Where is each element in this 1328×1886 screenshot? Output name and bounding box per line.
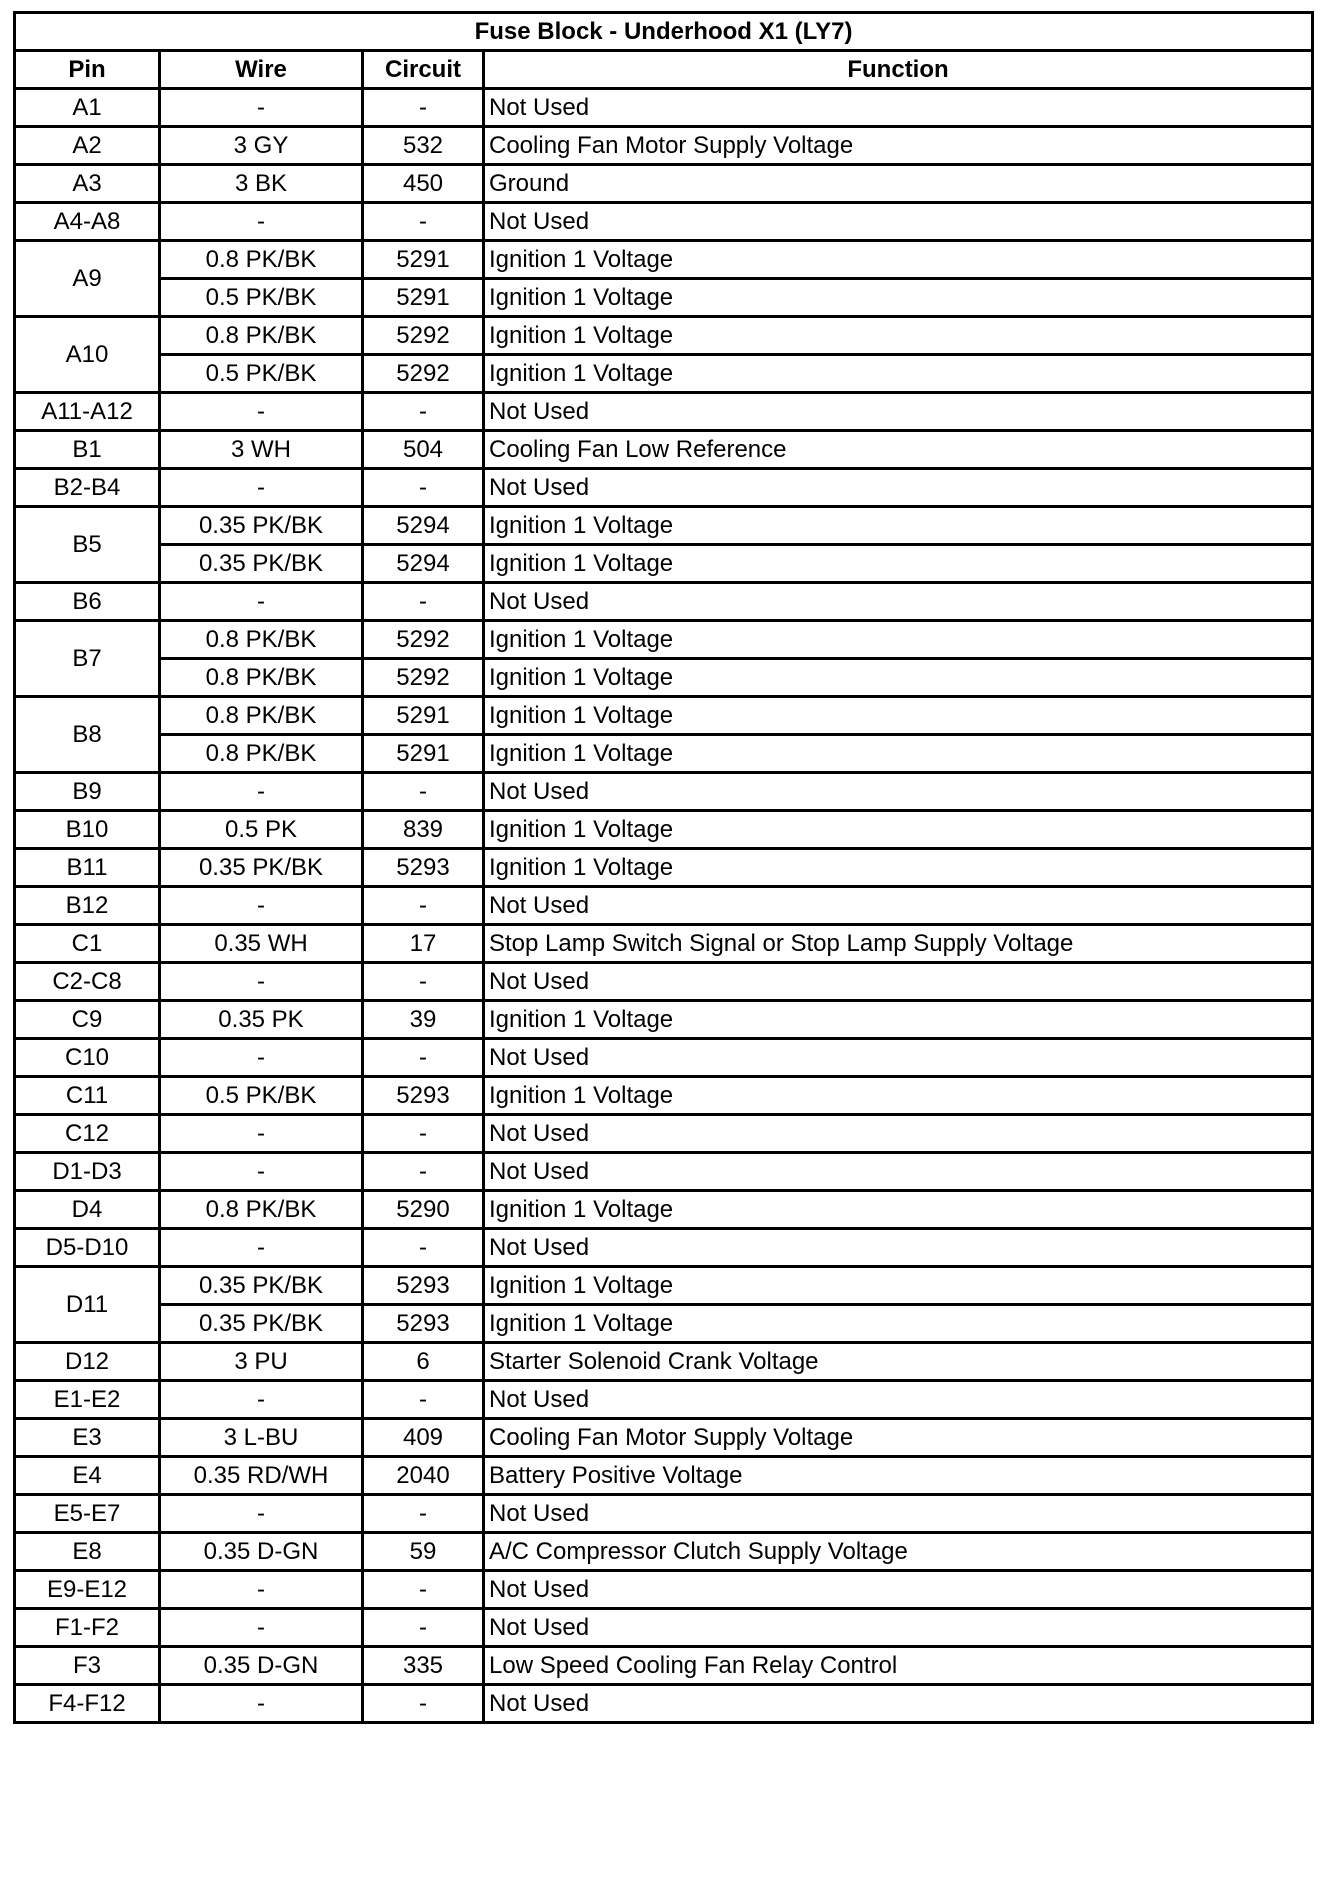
table-row [15,1305,1313,1343]
table-row [15,1077,1313,1115]
pin-cell: E8 [15,1533,160,1571]
function-cell: Not Used [484,1229,1313,1267]
wire-cell: - [160,1039,363,1077]
table-row [15,1647,1313,1685]
table-row [15,127,1313,165]
circuit-cell: 839 [363,811,484,849]
function-cell: Not Used [484,583,1313,621]
circuit-cell: 5292 [363,659,484,697]
wire-cell: 0.35 WH [160,925,363,963]
circuit-cell: 5291 [363,735,484,773]
function-cell: Ignition 1 Voltage [484,279,1313,317]
pin-cell: D4 [15,1191,160,1229]
wire-cell: - [160,89,363,127]
wire-cell: 0.5 PK [160,811,363,849]
circuit-cell: - [363,1381,484,1419]
circuit-cell: - [363,1685,484,1723]
wire-cell: - [160,1115,363,1153]
function-cell: Not Used [484,469,1313,507]
table-row [15,1191,1313,1229]
wire-cell: - [160,203,363,241]
header-pin: Pin [15,51,160,89]
table-row [15,1495,1313,1533]
table-row [15,963,1313,1001]
pin-cell: C9 [15,1001,160,1039]
function-cell: Ignition 1 Voltage [484,811,1313,849]
pin-cell: A9 [15,241,160,317]
pin-cell: B2-B4 [15,469,160,507]
function-cell: Ignition 1 Voltage [484,659,1313,697]
wire-cell: - [160,583,363,621]
table-row [15,1153,1313,1191]
circuit-cell: 5293 [363,1077,484,1115]
header-row [15,51,1313,89]
function-cell: Ignition 1 Voltage [484,507,1313,545]
function-cell: Not Used [484,1609,1313,1647]
circuit-cell: 5292 [363,317,484,355]
pin-cell: B5 [15,507,160,583]
function-cell: Ignition 1 Voltage [484,317,1313,355]
table-row [15,1039,1313,1077]
table-row [15,1343,1313,1381]
wire-cell: 0.8 PK/BK [160,621,363,659]
table-row [15,393,1313,431]
pin-cell: E1-E2 [15,1381,160,1419]
function-cell: Ignition 1 Voltage [484,355,1313,393]
table-row [15,317,1313,355]
table-row [15,621,1313,659]
function-cell: Not Used [484,963,1313,1001]
pin-cell: B12 [15,887,160,925]
circuit-cell: 335 [363,1647,484,1685]
function-cell: Stop Lamp Switch Signal or Stop Lamp Supply Voltage [484,925,1313,963]
wire-cell: 0.5 PK/BK [160,279,363,317]
header-circuit: Circuit [363,51,484,89]
table-row [15,659,1313,697]
function-cell: Not Used [484,1039,1313,1077]
table-row [15,1419,1313,1457]
function-cell: Not Used [484,887,1313,925]
wire-cell: - [160,1685,363,1723]
wire-cell: 0.8 PK/BK [160,659,363,697]
table-title: Fuse Block - Underhood X1 (LY7) [15,13,1313,51]
function-cell: Ignition 1 Voltage [484,241,1313,279]
wire-cell: - [160,1153,363,1191]
table-row [15,355,1313,393]
table-row [15,1609,1313,1647]
pin-cell: C1 [15,925,160,963]
function-cell: Cooling Fan Motor Supply Voltage [484,1419,1313,1457]
circuit-cell: 5290 [363,1191,484,1229]
wire-cell: - [160,1229,363,1267]
function-cell: Ignition 1 Voltage [484,1077,1313,1115]
table-row [15,469,1313,507]
wire-cell: - [160,773,363,811]
wire-cell: 0.5 PK/BK [160,1077,363,1115]
table-row [15,849,1313,887]
function-cell: Ignition 1 Voltage [484,1305,1313,1343]
wire-cell: - [160,1495,363,1533]
circuit-cell: 504 [363,431,484,469]
wire-cell: 0.35 PK/BK [160,1305,363,1343]
wire-cell: - [160,887,363,925]
circuit-cell: 59 [363,1533,484,1571]
pin-cell: B11 [15,849,160,887]
function-cell: Not Used [484,1153,1313,1191]
circuit-cell: 5293 [363,1267,484,1305]
pin-cell: B1 [15,431,160,469]
wire-cell: 3 PU [160,1343,363,1381]
pin-cell: B6 [15,583,160,621]
function-cell: Ignition 1 Voltage [484,545,1313,583]
pin-cell: D12 [15,1343,160,1381]
header-wire: Wire [160,51,363,89]
pin-cell: C10 [15,1039,160,1077]
pin-cell: C12 [15,1115,160,1153]
wire-cell: - [160,963,363,1001]
function-cell: Not Used [484,1571,1313,1609]
circuit-cell: 409 [363,1419,484,1457]
table-row [15,431,1313,469]
wire-cell: 0.35 PK/BK [160,507,363,545]
circuit-cell: 6 [363,1343,484,1381]
wire-cell: 0.35 PK [160,1001,363,1039]
circuit-cell: 532 [363,127,484,165]
wire-cell: 3 L-BU [160,1419,363,1457]
function-cell: Cooling Fan Low Reference [484,431,1313,469]
wire-cell: 3 GY [160,127,363,165]
circuit-cell: 5292 [363,621,484,659]
table-row [15,1267,1313,1305]
wire-cell: 0.8 PK/BK [160,697,363,735]
circuit-cell: 5293 [363,849,484,887]
pin-cell: F4-F12 [15,1685,160,1723]
wire-cell: 0.35 D-GN [160,1647,363,1685]
table-row [15,887,1313,925]
circuit-cell: - [363,963,484,1001]
pin-cell: D5-D10 [15,1229,160,1267]
function-cell: Ignition 1 Voltage [484,621,1313,659]
circuit-cell: - [363,1153,484,1191]
pin-cell: E9-E12 [15,1571,160,1609]
wire-cell: 0.8 PK/BK [160,317,363,355]
pin-cell: A2 [15,127,160,165]
pin-cell: D11 [15,1267,160,1343]
function-cell: Not Used [484,89,1313,127]
circuit-cell: - [363,1571,484,1609]
header-function: Function [484,51,1313,89]
table-row [15,203,1313,241]
function-cell: Ignition 1 Voltage [484,1267,1313,1305]
table-row [15,1115,1313,1153]
table-row [15,697,1313,735]
pin-cell: B9 [15,773,160,811]
circuit-cell: - [363,583,484,621]
circuit-cell: 17 [363,925,484,963]
function-cell: Not Used [484,1115,1313,1153]
circuit-cell: - [363,89,484,127]
function-cell: Not Used [484,1685,1313,1723]
function-cell: Ground [484,165,1313,203]
function-cell: Not Used [484,1381,1313,1419]
table-row [15,507,1313,545]
wire-cell: 3 BK [160,165,363,203]
table-row [15,1001,1313,1039]
pin-cell: C2-C8 [15,963,160,1001]
circuit-cell: - [363,1609,484,1647]
circuit-cell: 5294 [363,545,484,583]
circuit-cell: - [363,1229,484,1267]
table-row [15,925,1313,963]
pin-cell: C11 [15,1077,160,1115]
function-cell: Not Used [484,1495,1313,1533]
pin-cell: B8 [15,697,160,773]
wire-cell: - [160,1381,363,1419]
wire-cell: 3 WH [160,431,363,469]
table-row [15,165,1313,203]
circuit-cell: 5291 [363,241,484,279]
function-cell: Not Used [484,203,1313,241]
pin-cell: D1-D3 [15,1153,160,1191]
circuit-cell: - [363,1039,484,1077]
function-cell: Battery Positive Voltage [484,1457,1313,1495]
function-cell: A/C Compressor Clutch Supply Voltage [484,1533,1313,1571]
circuit-cell: 5294 [363,507,484,545]
wire-cell: - [160,469,363,507]
function-cell: Cooling Fan Motor Supply Voltage [484,127,1313,165]
table-row [15,1229,1313,1267]
function-cell: Not Used [484,773,1313,811]
function-cell: Not Used [484,393,1313,431]
circuit-cell: 5291 [363,697,484,735]
wire-cell: 0.35 PK/BK [160,849,363,887]
pin-cell: E3 [15,1419,160,1457]
pin-cell: B7 [15,621,160,697]
wire-cell: 0.35 RD/WH [160,1457,363,1495]
function-cell: Ignition 1 Voltage [484,735,1313,773]
circuit-cell: - [363,1115,484,1153]
circuit-cell: - [363,773,484,811]
table-row [15,89,1313,127]
table-body [15,89,1313,1723]
pin-cell: E4 [15,1457,160,1495]
table-row [15,545,1313,583]
circuit-cell: 5293 [363,1305,484,1343]
pin-cell: A3 [15,165,160,203]
wire-cell: 0.8 PK/BK [160,1191,363,1229]
circuit-cell: - [363,469,484,507]
pin-cell: E5-E7 [15,1495,160,1533]
wire-cell: 0.5 PK/BK [160,355,363,393]
circuit-cell: 2040 [363,1457,484,1495]
pin-cell: A4-A8 [15,203,160,241]
circuit-cell: - [363,393,484,431]
wire-cell: 0.8 PK/BK [160,735,363,773]
pin-cell: F3 [15,1647,160,1685]
table-row [15,811,1313,849]
table-row [15,1571,1313,1609]
table-row [15,1685,1313,1723]
wire-cell: 0.35 PK/BK [160,1267,363,1305]
circuit-cell: - [363,887,484,925]
table-row [15,583,1313,621]
circuit-cell: 450 [363,165,484,203]
pin-cell: A11-A12 [15,393,160,431]
circuit-cell: 39 [363,1001,484,1039]
wire-cell: - [160,1571,363,1609]
wire-cell: 0.8 PK/BK [160,241,363,279]
pin-cell: A10 [15,317,160,393]
circuit-cell: 5291 [363,279,484,317]
wire-cell: 0.35 PK/BK [160,545,363,583]
function-cell: Ignition 1 Voltage [484,1001,1313,1039]
table-row [15,1533,1313,1571]
function-cell: Starter Solenoid Crank Voltage [484,1343,1313,1381]
circuit-cell: - [363,1495,484,1533]
connector-pinout-table [13,11,1314,1724]
table-row [15,735,1313,773]
circuit-cell: - [363,203,484,241]
function-cell: Ignition 1 Voltage [484,1191,1313,1229]
table-row [15,773,1313,811]
title-row [15,13,1313,51]
pin-cell: A1 [15,89,160,127]
wire-cell: - [160,393,363,431]
function-cell: Ignition 1 Voltage [484,697,1313,735]
function-cell: Ignition 1 Voltage [484,849,1313,887]
function-cell: Low Speed Cooling Fan Relay Control [484,1647,1313,1685]
pin-cell: F1-F2 [15,1609,160,1647]
pin-cell: B10 [15,811,160,849]
wire-cell: 0.35 D-GN [160,1533,363,1571]
table-row [15,1381,1313,1419]
table-row [15,1457,1313,1495]
wire-cell: - [160,1609,363,1647]
circuit-cell: 5292 [363,355,484,393]
table-row [15,279,1313,317]
table-row [15,241,1313,279]
